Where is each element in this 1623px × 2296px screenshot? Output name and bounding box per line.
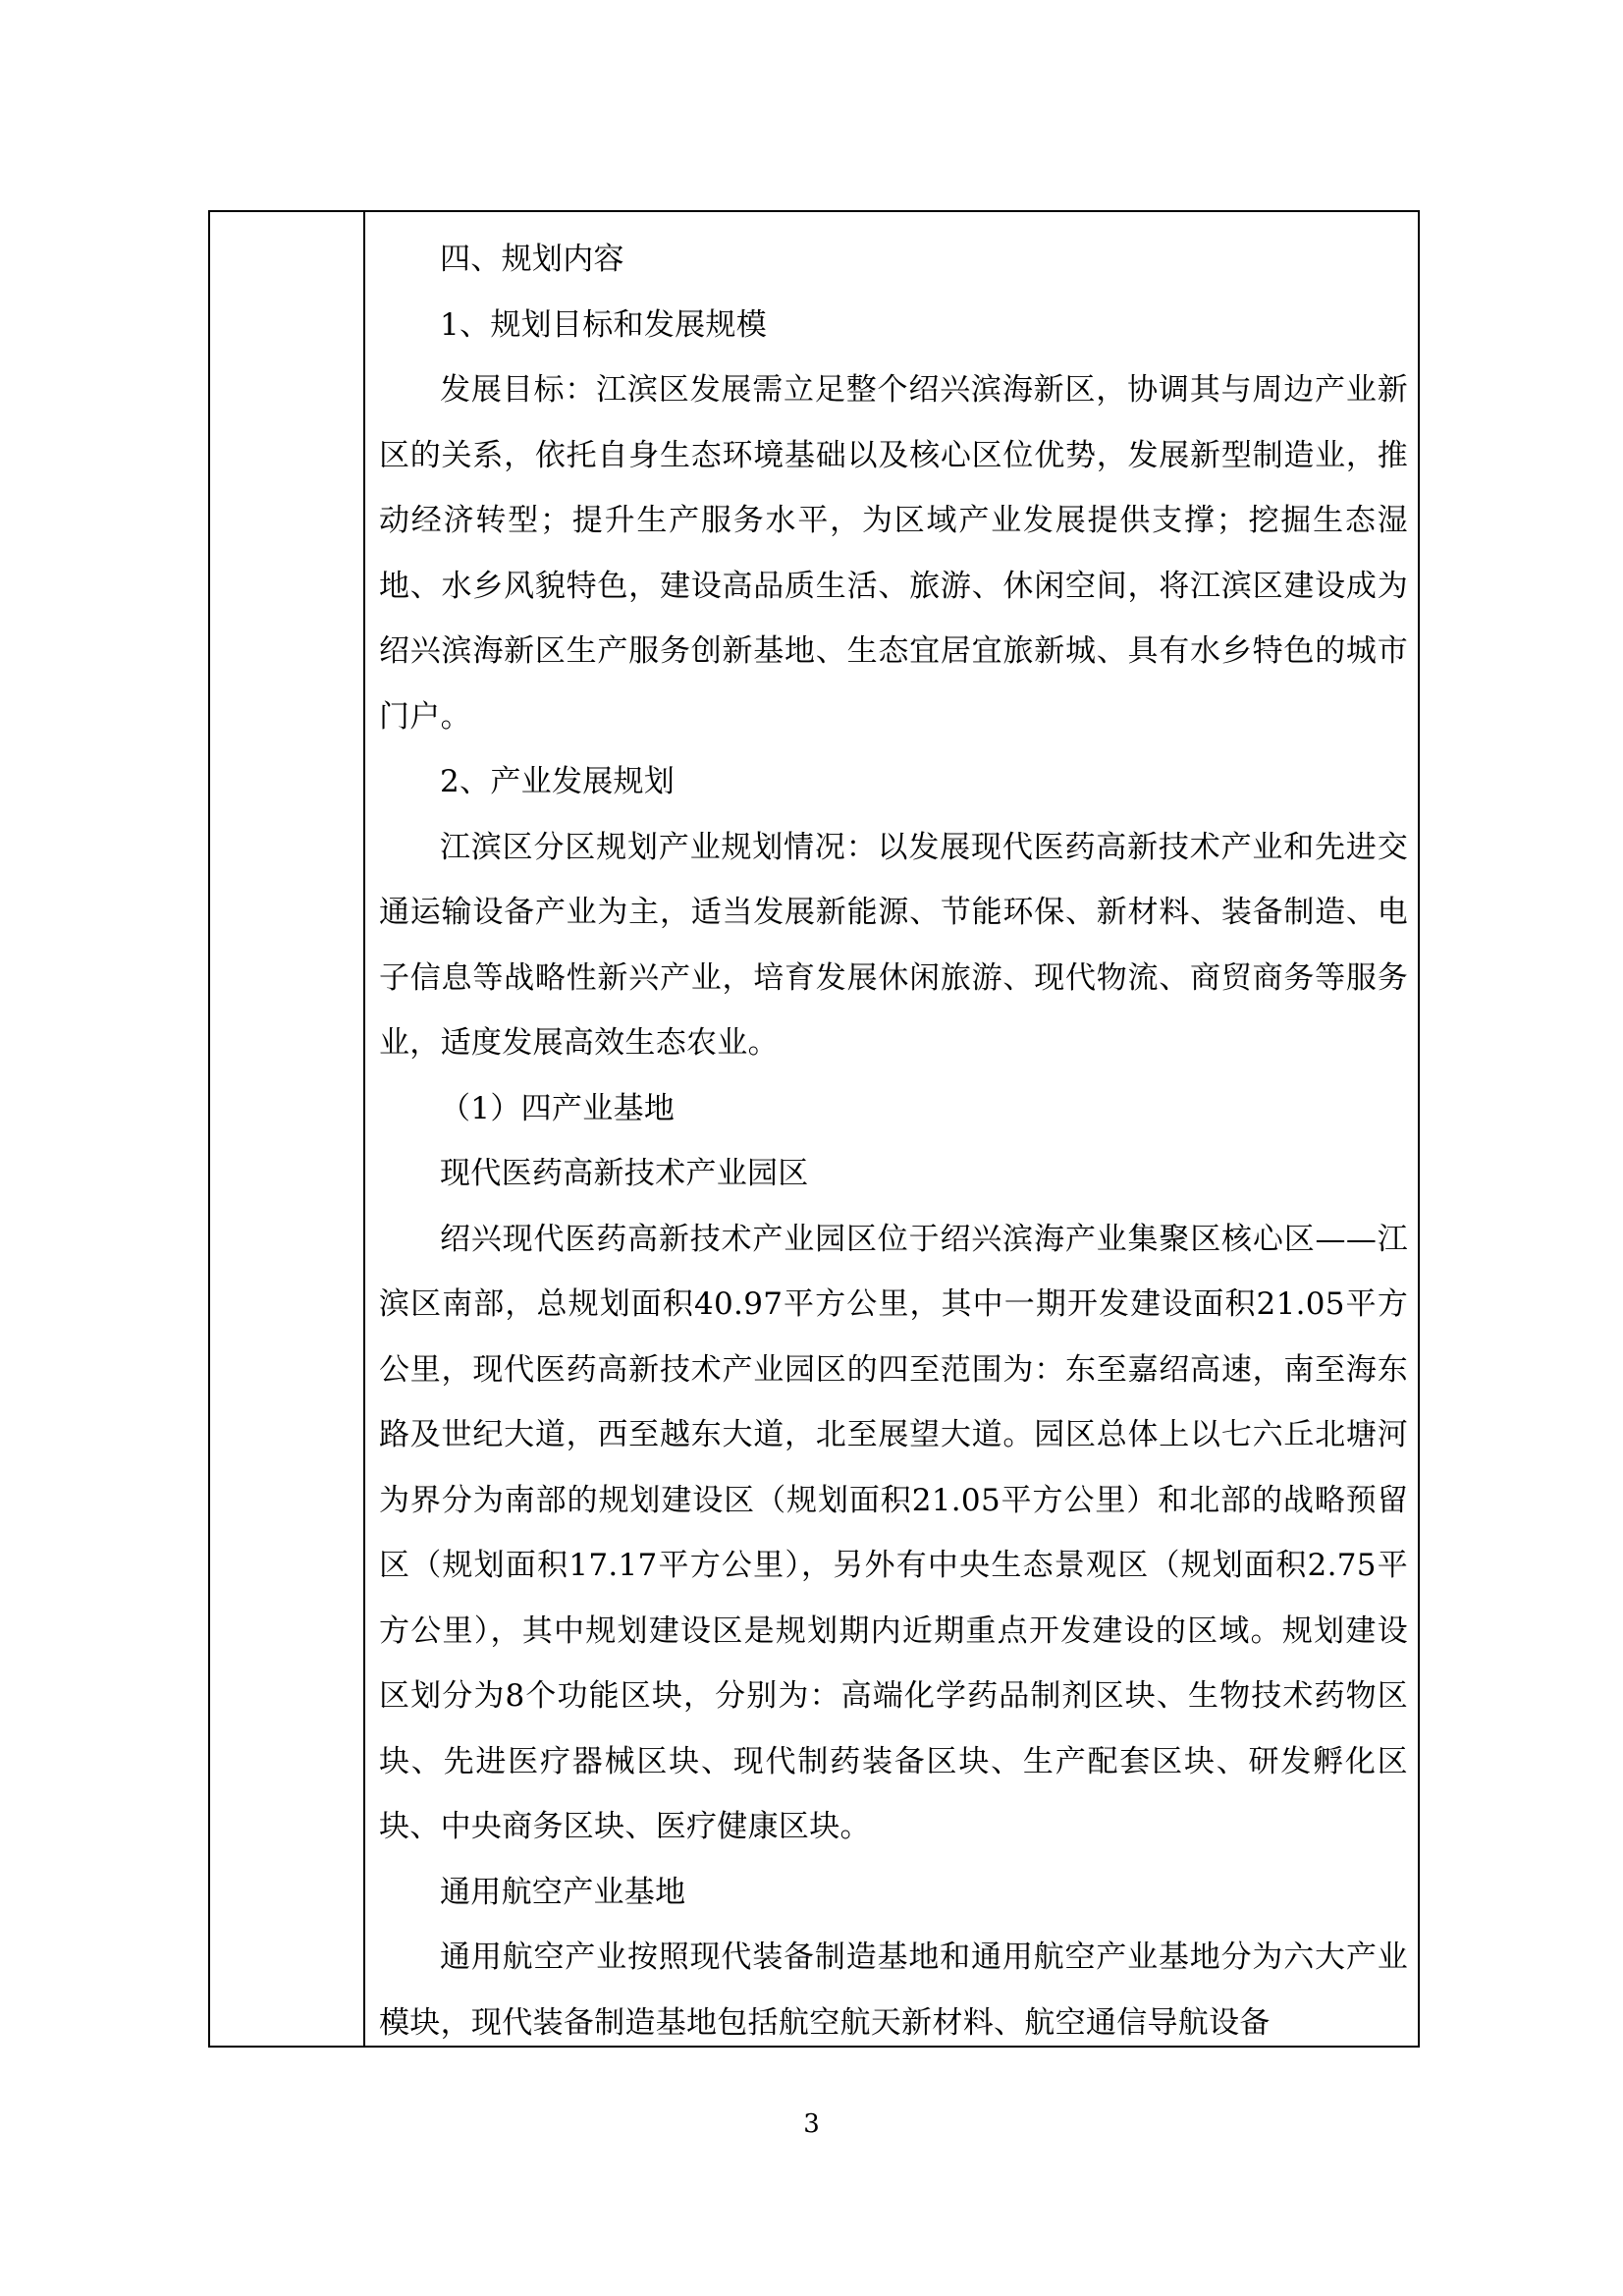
- paragraph-pharma-park: 绍兴现代医药高新技术产业园区位于绍兴滨海产业集聚区核心区——江滨区南部，总规划面积40.97平方公里，其中一期开发建设面积21.05平方公里，现代医药高新技术产业园区的四至范围为：东至嘉绍高速，南至海东路及世纪大道，西至越东大道，北至展望大道。园区总体上以七六丘北塘河为界分为南部的规划建设区（规划面积21.05平方公里）和北部的战略预留区（规划面积17.17平方公里），另外有中央生态景观区（规划面积2.75平方公里），其中规划建设区是规划期内近期重点开发建设的区域。规划建设区划分为8个功能区块，分别为：高端化学药品制剂区块、生物技术药物区块、先进医疗器械区块、现代制药装备区块、生产配套区块、研发孵化区块、中央商务区块、医疗健康区块。: [379, 1221, 1408, 1844]
- page-number: 3: [803, 2109, 820, 2139]
- section-heading: 四、规划内容: [440, 242, 624, 277]
- table-right-column: [365, 212, 1418, 2046]
- paragraph-industry-planning: 江滨区分区规划产业规划情况：以发展现代医药高新技术产业和先进交通运输设备产业为主，适当发展新能源、节能环保、新材料、装备制造、电子信息等战略性新兴产业，培育发展休闲旅游、现代物流、商贸商务等服务业，适度发展高效生态农业。: [379, 829, 1408, 1061]
- subheading-pharma-park: 现代医药高新技术产业园区: [440, 1156, 809, 1191]
- table-left-column: [210, 212, 365, 2046]
- subheading-four-industry-bases: （1）四产业基地: [440, 1090, 676, 1126]
- document-body: [379, 227, 1408, 2055]
- subheading-aviation-base: 通用航空产业基地: [440, 1874, 686, 1910]
- content-table: [208, 210, 1420, 2048]
- paragraph-development-goals: 发展目标：江滨区发展需立足整个绍兴滨海新区，协调其与周边产业新区的关系，依托自身生态环境基础以及核心区位优势，发展新型制造业，推动经济转型；提升生产服务水平，为区域产业发展提供支撑；挖掘生态湿地、水乡风貌特色，建设高品质生活、旅游、休闲空间，将江滨区建设成为绍兴滨海新区生产服务创新基地、生态宜居宜旅新城、具有水乡特色的城市门户。: [379, 372, 1408, 735]
- subheading-industry-planning: 2、产业发展规划: [440, 764, 676, 799]
- subheading-planning-goals: 1、规划目标和发展规模: [440, 306, 768, 343]
- paragraph-aviation-base: 通用航空产业按照现代装备制造基地和通用航空产业基地分为六大产业模块，现代装备制造基地包括航空航天新材料、航空通信导航设备: [379, 1940, 1408, 2041]
